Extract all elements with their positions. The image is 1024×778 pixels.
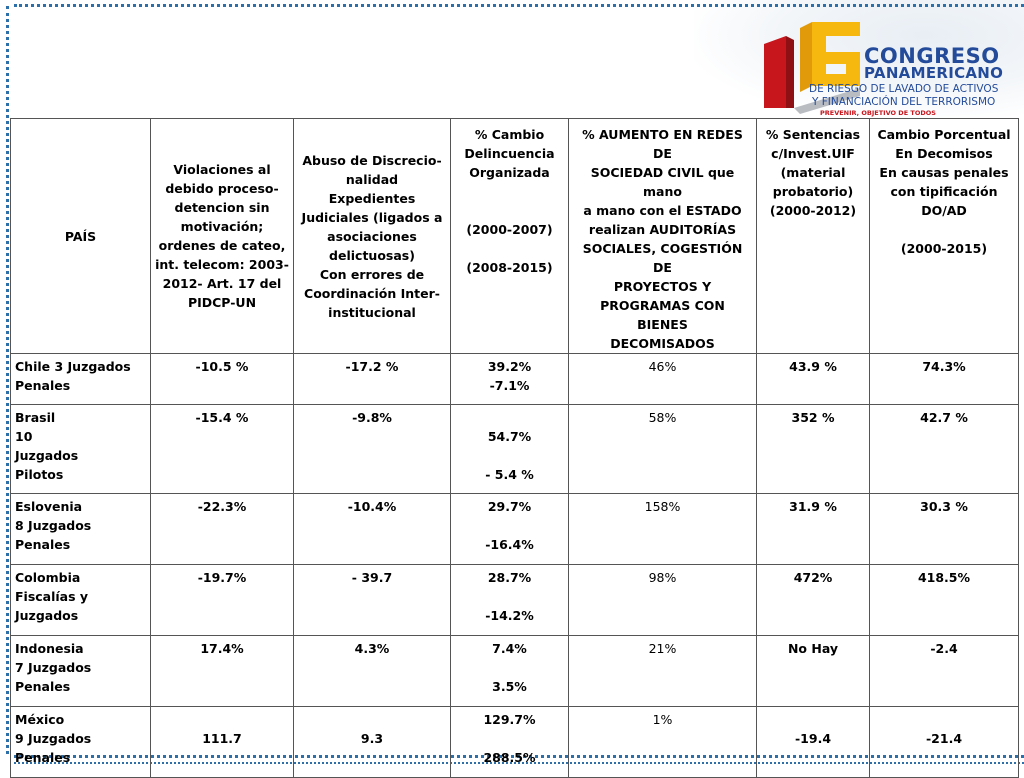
cell-cambio: 7.4% 3.5% [451, 636, 569, 707]
statistics-table [10, 118, 1019, 778]
header-pais: PAÍS [11, 119, 151, 354]
cell-decomisos: -21.4 [870, 707, 1019, 778]
cell-cambio: 39.2% -7.1% [451, 354, 569, 405]
cell-sentencias: 472% [757, 565, 870, 636]
cell-sentencias: -19.4 [757, 707, 870, 778]
cell-decomisos: 74.3% [870, 354, 1019, 405]
congress-logo [760, 18, 1022, 118]
cell-pais: Brasil 10 Juzgados Pilotos [11, 405, 151, 494]
top-dotted-border [14, 4, 1024, 7]
cell-aumento: 58% [569, 405, 757, 494]
header-cambio: % Cambio Delincuencia Organizada (2000-2007) (2008-2015) [451, 119, 569, 354]
cell-pais: Chile 3 Juzgados Penales [11, 354, 151, 405]
cell-violaciones: -19.7% [151, 565, 294, 636]
cell-sentencias: 352 % [757, 405, 870, 494]
cell-abuso: - 39.7 [294, 565, 451, 636]
table-row [11, 707, 1019, 778]
cell-violaciones: -15.4 % [151, 405, 294, 494]
cell-abuso: -17.2 % [294, 354, 451, 405]
cell-violaciones: 17.4% [151, 636, 294, 707]
cell-sentencias: 43.9 % [757, 354, 870, 405]
header-abuso: Abuso de Discrecio- nalidad Expedientes Judiciales (ligados a asociaciones delictuosas) Con errores de Coordinación Inter- institucional [294, 119, 451, 354]
cell-pais: Indonesia 7 Juzgados Penales [11, 636, 151, 707]
cell-decomisos: 42.7 % [870, 405, 1019, 494]
table-row [11, 494, 1019, 565]
cell-abuso: -9.8% [294, 405, 451, 494]
logo-title-congreso: CONGRESO [864, 44, 1000, 68]
cell-cambio: 54.7% - 5.4 % [451, 405, 569, 494]
cell-violaciones: -22.3% [151, 494, 294, 565]
cell-aumento: 46% [569, 354, 757, 405]
table-row [11, 354, 1019, 405]
cell-aumento: 21% [569, 636, 757, 707]
cell-aumento: 1% [569, 707, 757, 778]
table-row [11, 565, 1019, 636]
table-row [11, 636, 1019, 707]
logo-title-panamericano: PANAMERICANO [864, 64, 1004, 82]
cell-abuso: -10.4% [294, 494, 451, 565]
cell-sentencias: 31.9 % [757, 494, 870, 565]
cell-abuso: 4.3% [294, 636, 451, 707]
logo-subtitle-line1: DE RIESGO DE LAVADO DE ACTIVOS [809, 83, 999, 95]
logo-slogan: PREVENIR, OBJETIVO DE TODOS [820, 109, 936, 117]
cell-aumento: 158% [569, 494, 757, 565]
cell-pais: México 9 Juzgados Penales [11, 707, 151, 778]
cell-violaciones: -10.5 % [151, 354, 294, 405]
cell-abuso: 9.3 [294, 707, 451, 778]
cell-pais: Colombia Fiscalías y Juzgados [11, 565, 151, 636]
header-decomisos: Cambio Porcentual En Decomisos En causas penales con tipificación DO/AD (2000-2015) [870, 119, 1019, 354]
cell-cambio: 129.7% 288.5% [451, 707, 569, 778]
cell-aumento: 98% [569, 565, 757, 636]
cell-decomisos: 418.5% [870, 565, 1019, 636]
cell-cambio: 28.7% -14.2% [451, 565, 569, 636]
cell-decomisos: 30.3 % [870, 494, 1019, 565]
cell-decomisos: -2.4 [870, 636, 1019, 707]
table-header-row [11, 119, 1019, 354]
cell-sentencias: No Hay [757, 636, 870, 707]
cell-pais: Eslovenia 8 Juzgados Penales [11, 494, 151, 565]
header-aumento: % AUMENTO EN REDES DE SOCIEDAD CIVIL que mano a mano con el ESTADO realizan AUDITORÍAS SOCIALES, COGESTIÓN DE PROYECTOS Y PROGRAMAS CON BIENES DECOMISADOS [569, 119, 757, 354]
cell-cambio: 29.7% -16.4% [451, 494, 569, 565]
table-row [11, 405, 1019, 494]
logo-subtitle-line2: Y FINANCIACIÓN DEL TERRORISMO [812, 96, 996, 108]
left-dotted-border [6, 6, 9, 754]
cell-violaciones: 111.7 [151, 707, 294, 778]
header-sentencias: % Sentencias c/Invest.UIF (material probatorio) (2000-2012) [757, 119, 870, 354]
header-violaciones: Violaciones al debido proceso- detencion sin motivación; ordenes de cateo, int. telecom: 2003- 2012- Art. 17 del PIDCP-UN [151, 119, 294, 354]
